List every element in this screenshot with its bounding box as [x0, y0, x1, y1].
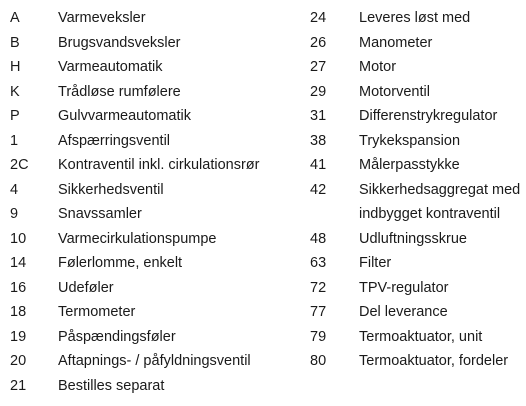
legend-code: 80	[310, 353, 327, 369]
legend-row	[10, 227, 310, 252]
legend-row	[10, 349, 310, 374]
legend-description: Udeføler	[58, 279, 114, 296]
legend-code: 48	[310, 230, 327, 247]
legend-code: 16	[10, 279, 27, 296]
legend-row	[10, 374, 310, 399]
legend-row	[310, 104, 526, 129]
legend-description: Varmeautomatik	[58, 59, 163, 75]
legend-code: 26	[310, 34, 327, 51]
legend-description: Følerlomme, enkelt	[58, 255, 183, 271]
legend-row	[10, 80, 310, 105]
legend-row	[10, 300, 310, 325]
legend-code: 24	[310, 10, 327, 26]
legend-code: 38	[310, 132, 327, 149]
legend-row	[310, 6, 526, 31]
legend-description: Leveres løst med	[359, 10, 471, 26]
legend-description: Termometer	[58, 304, 136, 320]
legend-row	[310, 31, 526, 56]
legend-description: Kontraventil inkl. cirkulationsrør	[58, 157, 260, 173]
legend-code: 9	[10, 206, 19, 222]
legend-row	[10, 202, 310, 227]
legend-description: Aftapnings- / påfyldningsventil	[58, 353, 251, 369]
legend-row	[310, 153, 526, 178]
legend-description: Brugsvandsveksler	[58, 34, 181, 51]
legend-description: Sikkerhedsaggregat med	[359, 181, 521, 198]
legend-description: Udluftningsskrue	[359, 230, 467, 247]
legend-row-continuation	[310, 202, 526, 227]
legend-code: 21	[10, 377, 27, 394]
legend-row	[10, 251, 310, 276]
legend-description: Termoaktuator, fordeler	[359, 353, 509, 369]
legend-description: Del leverance	[359, 304, 448, 320]
legend-description: Påspændingsføler	[58, 328, 176, 345]
legend-row	[10, 104, 310, 129]
legend-row	[310, 129, 526, 154]
legend-row	[310, 227, 526, 252]
legend-code: 31	[310, 108, 327, 124]
legend-row	[310, 80, 526, 105]
legend-row	[310, 349, 526, 374]
legend-description: Bestilles separat	[58, 377, 165, 394]
legend-code: 41	[310, 157, 327, 173]
legend-row	[10, 129, 310, 154]
legend-row	[10, 55, 310, 80]
legend-description: Differenstrykregulator	[359, 108, 498, 124]
legend-description: Termoaktuator, unit	[359, 328, 483, 345]
legend-column-left	[10, 6, 310, 398]
legend-code: 14	[10, 255, 27, 271]
legend-code: 1	[10, 132, 19, 149]
legend-code: 77	[310, 304, 327, 320]
legend-row	[310, 300, 526, 325]
legend-row	[10, 276, 310, 301]
legend-row	[10, 6, 310, 31]
legend-row	[10, 325, 310, 350]
legend-code: 72	[310, 279, 327, 296]
legend-description: Sikkerhedsventil	[58, 181, 164, 198]
legend-description: indbygget kontraventil	[359, 206, 501, 222]
legend-row	[310, 251, 526, 276]
legend-row	[310, 178, 526, 203]
legend-column-right	[310, 6, 526, 374]
legend-code: 20	[10, 353, 27, 369]
legend-description: Varmecirkulationspumpe	[58, 230, 217, 247]
legend-description: Varmeveksler	[58, 10, 146, 26]
legend-row	[310, 325, 526, 350]
legend-code: 2C	[10, 157, 29, 173]
legend-code: A	[10, 10, 20, 26]
legend-row	[10, 31, 310, 56]
legend-description: Motor	[359, 59, 397, 75]
legend-row	[10, 178, 310, 203]
legend-description: Trådløse rumfølere	[58, 83, 181, 100]
legend-code: P	[10, 108, 20, 124]
legend-description: Trykekspansion	[359, 132, 461, 149]
legend-code: 63	[310, 255, 327, 271]
legend-code: 10	[10, 230, 27, 247]
legend-code: 29	[310, 83, 327, 100]
legend-row	[310, 55, 526, 80]
legend-code: H	[10, 59, 21, 75]
legend-code: 27	[310, 59, 327, 75]
legend-description: Afspærringsventil	[58, 132, 171, 149]
legend-description: Gulvvarmeautomatik	[58, 108, 191, 124]
legend-row	[10, 153, 310, 178]
legend-description: Manometer	[359, 34, 433, 51]
legend-row	[310, 276, 526, 301]
legend-description: Snavssamler	[58, 206, 142, 222]
legend-code: 79	[310, 328, 327, 345]
legend-code: B	[10, 34, 20, 51]
legend-description: Målerpasstykke	[359, 157, 460, 173]
legend-code: 42	[310, 181, 327, 198]
legend-code: 19	[10, 328, 27, 345]
legend-description: Filter	[359, 255, 392, 271]
legend-description: Motorventil	[359, 83, 430, 100]
legend-code: K	[10, 83, 20, 100]
legend-description: TPV-regulator	[359, 279, 449, 296]
legend-code: 18	[10, 304, 27, 320]
legend-code: 4	[10, 181, 19, 198]
